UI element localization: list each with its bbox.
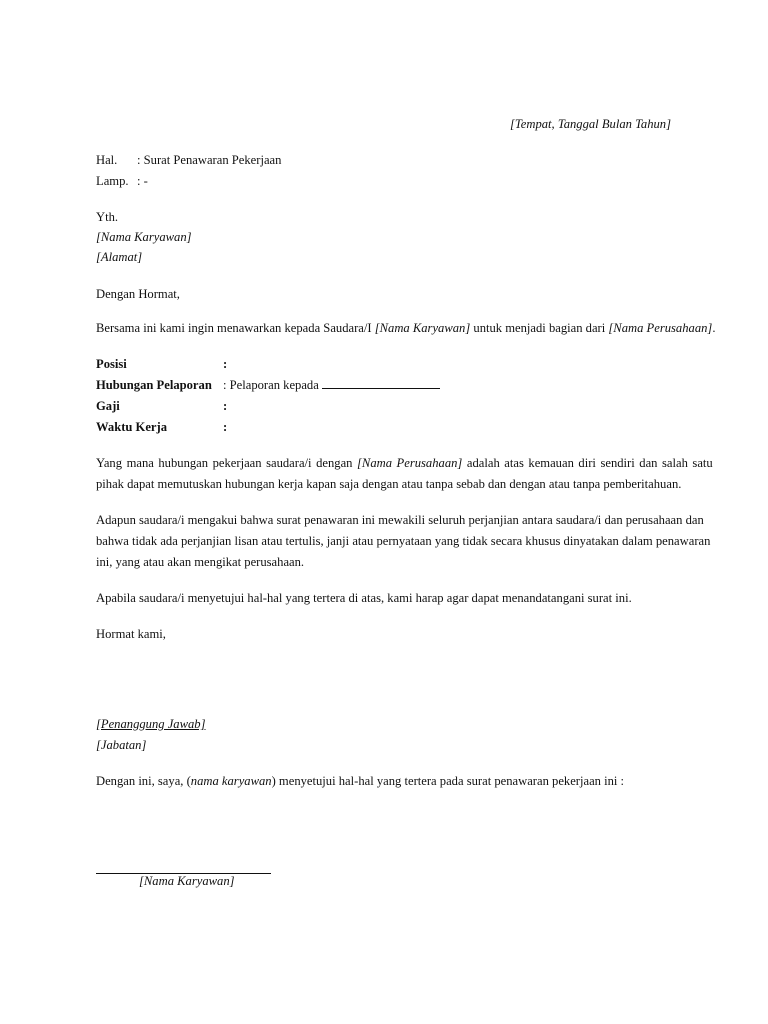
recipient-address: [Alamat] (96, 250, 143, 264)
detail-value-hubungan (223, 377, 440, 393)
detail-value-posisi: : (223, 357, 228, 371)
intro-before: Bersama ini kami ingin menawarkan kepada Saudara/I (96, 321, 375, 335)
reporting-text: : Pelaporan kepada (223, 378, 319, 392)
hal-value: : Surat Penawaran Pekerjaan (137, 153, 282, 167)
intro-after: . (712, 321, 716, 335)
intro-name: [Nama Karyawan] (374, 321, 471, 335)
place-date: [Tempat, Tanggal Bulan Tahun] (510, 117, 671, 131)
agreement-before: Dengan ini, saya, ( (96, 774, 191, 788)
para2-line3: ini, yang atau akan mengikat perusahaan. (96, 555, 305, 569)
para3: Apabila saudara/i menyetujui hal-hal yang tertera di atas, kami harap agar dapat menandatangani surat ini. (96, 591, 632, 605)
recipient-salutation: Yth. (96, 210, 119, 224)
detail-label-waktu: Waktu Kerja (96, 420, 168, 434)
agreement-name: nama karyawan (190, 774, 272, 788)
employee-signature-name: [Nama Karyawan] (139, 874, 235, 888)
lamp-value: : - (137, 174, 148, 188)
signer-title: [Jabatan] (96, 738, 147, 752)
agreement-after: ) menyetujui hal-hal yang tertera pada surat penawaran pekerjaan ini : (271, 774, 625, 788)
intro-company: [Nama Perusahaan] (608, 321, 713, 335)
para2-line1: Adapun saudara/i mengakui bahwa surat penawaran ini mewakili seluruh perjanjian antara saudara/i dan perusahaan dan (96, 513, 704, 527)
reporting-blank-line (322, 377, 440, 389)
para1-before: Yang mana hubungan pekerjaan saudara/i dengan (96, 456, 358, 470)
detail-value-gaji: : (223, 399, 228, 413)
detail-label-posisi: Posisi (96, 357, 127, 371)
para1-company: [Nama Perusahaan] (357, 456, 463, 470)
intro-middle: untuk menjadi bagian dari (470, 321, 609, 335)
para1-line2: pihak dapat memutuskan hubungan kerja kapan saja dengan atau tanpa sebab dan dengan atau tanpa pemberitahuan. (96, 477, 682, 491)
detail-label-gaji: Gaji (96, 399, 120, 413)
detail-label-hubungan: Hubungan Pelaporan (96, 378, 212, 392)
signer-name: [Penanggung Jawab] (96, 717, 206, 731)
para2-line2: bahwa tidak ada perjanjian lisan atau tertulis, janji atau pernyataan yang tidak secara khusus dinyatakan dalam penawaran (96, 534, 711, 548)
hal-label: Hal. (96, 153, 118, 167)
para1-line1 (96, 455, 713, 471)
greeting: Dengan Hormat, (96, 287, 180, 301)
lamp-label: Lamp. (96, 174, 129, 188)
closing: Hormat kami, (96, 627, 166, 641)
para1-after: adalah atas kemauan diri sendiri dan salah satu (462, 456, 713, 470)
recipient-name: [Nama Karyawan] (96, 230, 192, 244)
agreement-statement (96, 773, 624, 789)
intro-paragraph (96, 320, 715, 336)
detail-value-waktu: : (223, 420, 228, 434)
